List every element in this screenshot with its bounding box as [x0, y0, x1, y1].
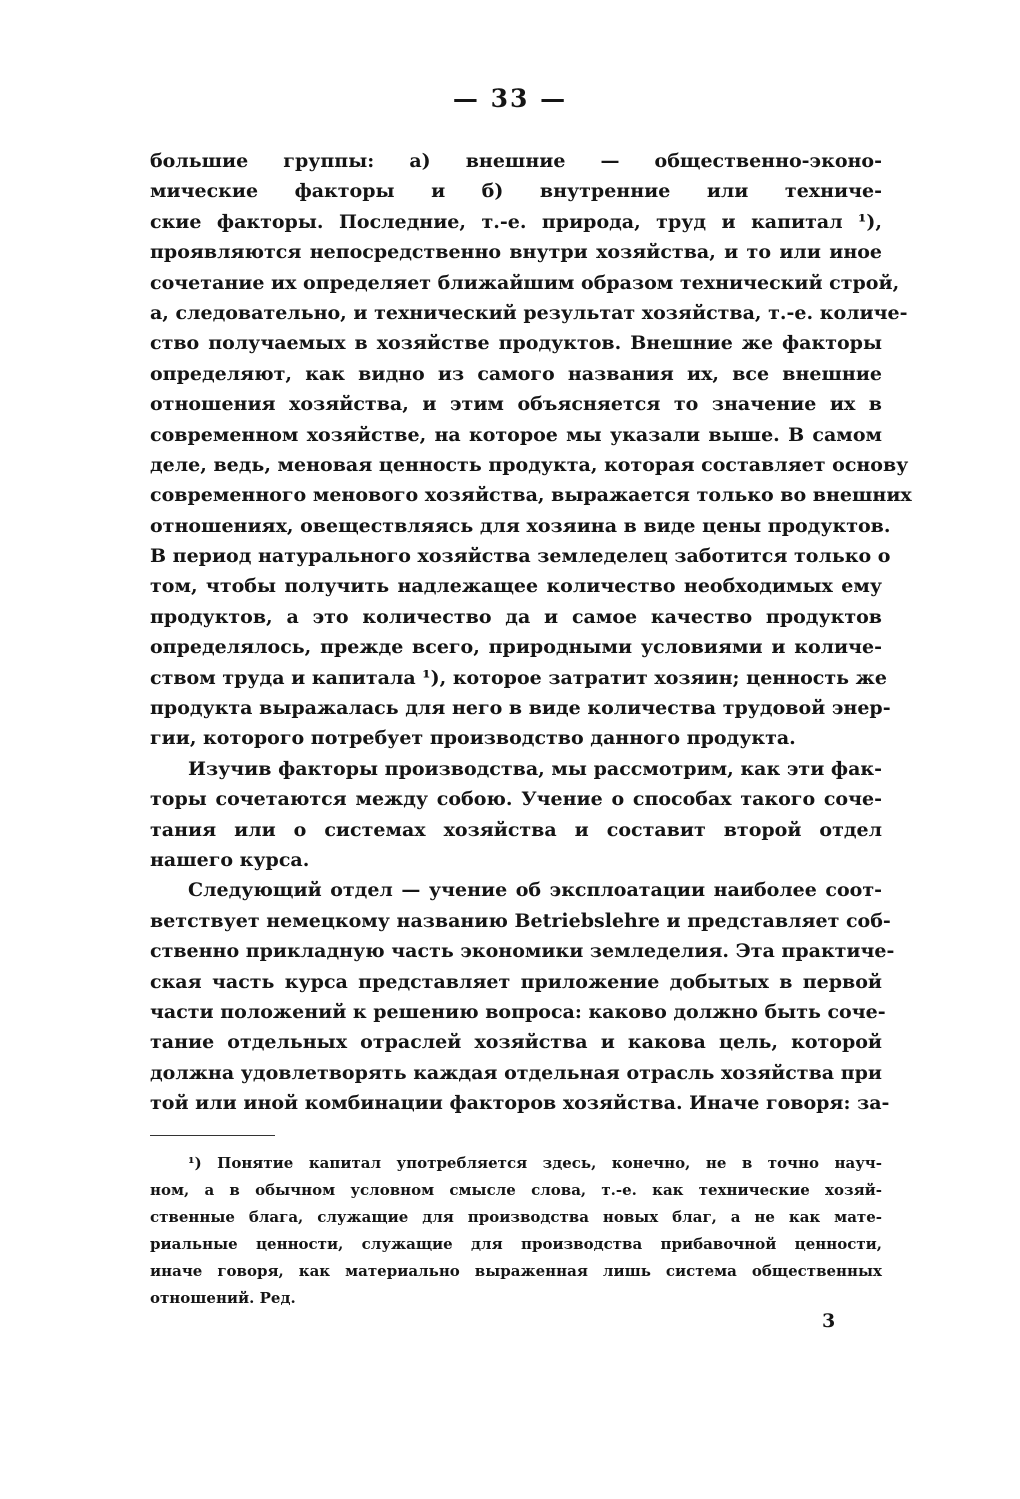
text-line: ством труда и капитала ¹), которое затратит хозяин; ценность же	[150, 666, 887, 689]
footnote-line: риальные ценности, служащие для производства прибавочной ценности,	[150, 1235, 882, 1253]
text-line: тания или о системах хозяйства и составит второй отдел	[150, 818, 882, 841]
page-number-header: — 33 —	[452, 84, 568, 113]
text-line: ственно прикладную часть экономики земледелия. Эта практиче-	[150, 940, 895, 963]
text-line: проявляются непосредственно внутри хозяйства, и то или иное	[150, 241, 882, 264]
text-line: ветствует немецкому названию Betriebslehre и представляет соб-	[150, 909, 891, 932]
text-line: Следующий отдел — учение об эксплоатации наиболее соот-	[188, 879, 882, 902]
text-line: должна удовлетворять каждая отдельная отрасль хозяйства при	[150, 1061, 882, 1084]
text-line: продукта выражалась для него в виде количества трудовой энер-	[150, 697, 891, 720]
text-line: В период натурального хозяйства земледелец заботится только о	[150, 545, 891, 568]
footnote	[150, 1150, 882, 1312]
text-line: ство получаемых в хозяйстве продуктов. Внешние же факторы	[150, 332, 882, 355]
footnote-line: отношений. Ред.	[150, 1289, 296, 1307]
text-line: большие группы: а) внешние — общественно-эконо-	[150, 150, 882, 172]
text-line: ские факторы. Последние, т.-е. природа, труд и капитал ¹),	[150, 210, 882, 233]
text-line: сочетание их определяет ближайшим образом технический строй,	[150, 271, 900, 294]
text-line: определяют, как видно из самого названия их, все внешние	[150, 362, 882, 385]
text-line: тание отдельных отраслей хозяйства и какова цель, которой	[150, 1031, 882, 1054]
signature-mark: 3	[822, 1310, 836, 1332]
footnote-line: ственные блага, служащие для производства новых благ, а не как мате-	[150, 1208, 882, 1226]
text-line: гии, которого потребует производство данного продукта.	[150, 727, 796, 750]
text-line: том, чтобы получить надлежащее количество необходимых ему	[150, 575, 882, 598]
text-line: современного менового хозяйства, выражается только во внешних	[150, 484, 912, 507]
footnote-line: иначе говоря, как материально выраженная лишь система общественных	[150, 1262, 882, 1280]
footnote-divider	[150, 1135, 275, 1136]
text-line: отношения хозяйства, и этим объясняется то значение их в	[150, 393, 882, 416]
text-line: ская часть курса представляет приложение добытых в первой	[150, 970, 882, 993]
footnote-line: ном, а в обычном условном смысле слова, т.-е. как технические хозяй-	[150, 1181, 882, 1199]
text-line: торы сочетаются между собою. Учение о способах такого соче-	[150, 788, 882, 811]
text-line: мические факторы и б) внутренние или техниче-	[150, 180, 882, 203]
text-line: Изучив факторы производства, мы рассмотрим, как эти фак-	[188, 757, 882, 780]
text-line: а, следовательно, и технический результат хозяйства, т.-е. количе-	[150, 301, 908, 324]
text-line: части положений к решению вопроса: каково должно быть соче-	[150, 1000, 886, 1023]
text-line: деле, ведь, меновая ценность продукта, которая составляет основу	[150, 453, 909, 476]
text-line: нашего курса.	[150, 848, 310, 871]
text-line: продуктов, а это количество да и самое качество продуктов	[150, 605, 882, 628]
text-line: определялось, прежде всего, природными условиями и количе-	[150, 636, 882, 659]
text-line: современном хозяйстве, на которое мы указали выше. В самом	[150, 423, 882, 446]
footnote-line: ¹) Понятие капитал употребляется здесь, конечно, не в точно науч-	[188, 1154, 882, 1172]
text-line: той или иной комбинации факторов хозяйства. Иначе говоря: за-	[150, 1092, 890, 1115]
main-text	[150, 146, 912, 1119]
text-line: отношениях, овеществляясь для хозяина в виде цены продуктов.	[150, 514, 891, 537]
